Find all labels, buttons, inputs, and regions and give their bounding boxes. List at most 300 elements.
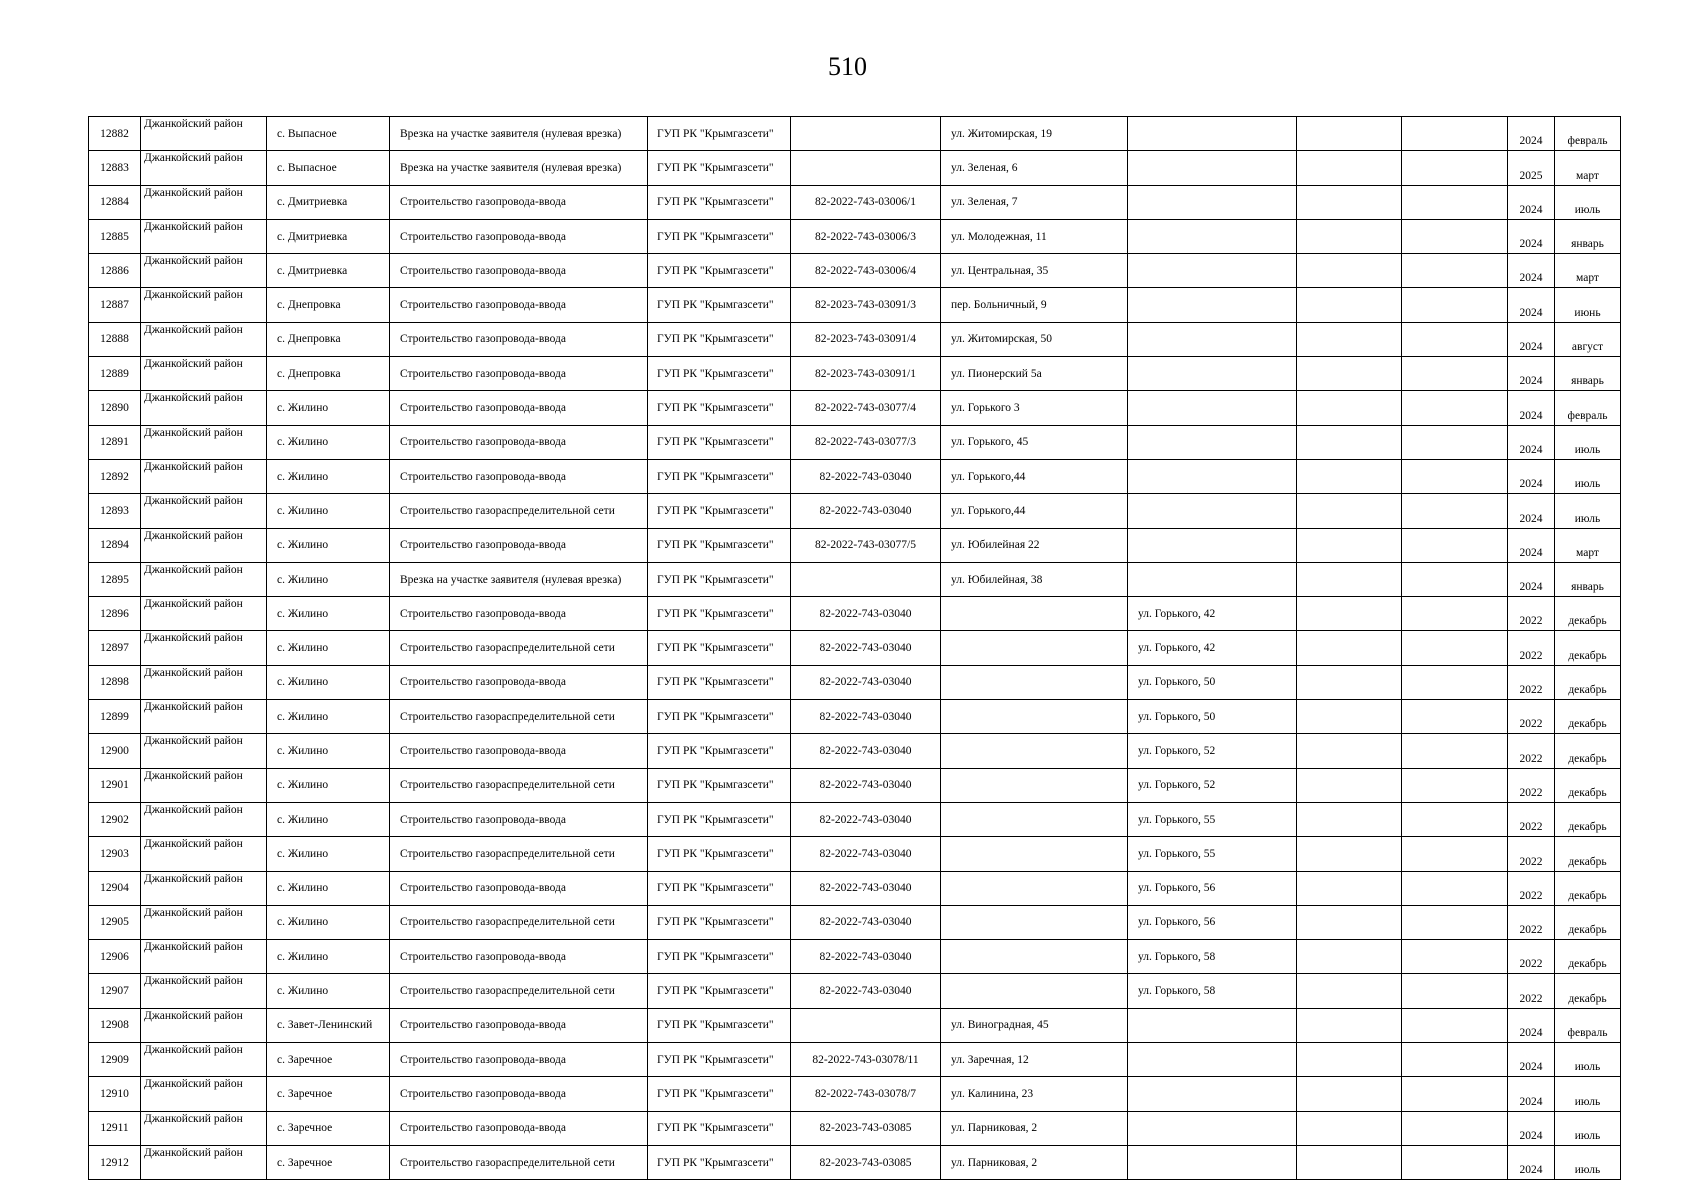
month-cell: июнь [1555,288,1621,322]
year-cell: 2024 [1508,391,1555,425]
month-cell: февраль [1555,1008,1621,1042]
work-type-cell: Строительство газораспределительной сети [390,837,648,871]
empty-cell [1402,528,1508,562]
table-row [89,562,1621,596]
table-row [89,905,1621,939]
gasification-register-table [88,116,1621,1180]
address-alt-cell [1128,185,1297,219]
address-cell [941,940,1128,974]
empty-cell [1402,631,1508,665]
address-cell [941,871,1128,905]
permit-number-cell: 82-2022-743-03040 [791,665,941,699]
table-row [89,768,1621,802]
district-cell: Джанкойский район [141,391,267,425]
address-alt-cell: ул. Горького, 58 [1128,974,1297,1008]
address-cell: ул. Парниковая, 2 [941,1145,1128,1179]
row-number: 12883 [89,151,141,185]
organization-cell: ГУП РК "Крымгазсети" [648,459,791,493]
month-cell: декабрь [1555,802,1621,836]
permit-number-cell: 82-2022-743-03040 [791,459,941,493]
empty-cell [1402,974,1508,1008]
organization-cell: ГУП РК "Крымгазсети" [648,254,791,288]
year-cell: 2024 [1508,1043,1555,1077]
organization-cell: ГУП РК "Крымгазсети" [648,494,791,528]
district-cell: Джанкойский район [141,185,267,219]
district-cell: Джанкойский район [141,219,267,253]
address-alt-cell [1128,459,1297,493]
settlement-cell: с. Жилино [267,837,390,871]
work-type-cell: Строительство газопровода-ввода [390,391,648,425]
table-row [89,1145,1621,1179]
empty-cell [1297,117,1402,151]
organization-cell: ГУП РК "Крымгазсети" [648,288,791,322]
row-number: 12907 [89,974,141,1008]
permit-number-cell: 82-2022-743-03077/3 [791,425,941,459]
work-type-cell: Врезка на участке заявителя (нулевая врезка) [390,117,648,151]
work-type-cell: Строительство газопровода-ввода [390,425,648,459]
address-alt-cell [1128,254,1297,288]
organization-cell: ГУП РК "Крымгазсети" [648,1077,791,1111]
table-row [89,1077,1621,1111]
permit-number-cell: 82-2022-743-03006/3 [791,219,941,253]
empty-cell [1402,494,1508,528]
settlement-cell: с. Днепровка [267,357,390,391]
work-type-cell: Строительство газопровода-ввода [390,1008,648,1042]
table-row [89,802,1621,836]
district-cell: Джанкойский район [141,1043,267,1077]
month-cell: декабрь [1555,940,1621,974]
year-cell: 2022 [1508,905,1555,939]
district-cell: Джанкойский район [141,117,267,151]
address-alt-cell: ул. Горького, 52 [1128,768,1297,802]
permit-number-cell: 82-2022-743-03040 [791,837,941,871]
month-cell: декабрь [1555,768,1621,802]
table-row [89,528,1621,562]
settlement-cell: с. Жилино [267,940,390,974]
empty-cell [1297,905,1402,939]
settlement-cell: с. Жилино [267,734,390,768]
table-row [89,631,1621,665]
settlement-cell: с. Заречное [267,1043,390,1077]
address-alt-cell [1128,288,1297,322]
address-cell: ул. Горького,44 [941,494,1128,528]
month-cell: март [1555,528,1621,562]
permit-number-cell [791,562,941,596]
organization-cell: ГУП РК "Крымгазсети" [648,665,791,699]
address-alt-cell [1128,117,1297,151]
address-cell [941,734,1128,768]
district-cell: Джанкойский район [141,528,267,562]
district-cell: Джанкойский район [141,837,267,871]
row-number: 12906 [89,940,141,974]
district-cell: Джанкойский район [141,871,267,905]
district-cell: Джанкойский район [141,1111,267,1145]
settlement-cell: с. Выпасное [267,151,390,185]
table-row [89,219,1621,253]
settlement-cell: с. Завет-Ленинский [267,1008,390,1042]
empty-cell [1402,151,1508,185]
work-type-cell: Строительство газораспределительной сети [390,700,648,734]
address-alt-cell: ул. Горького, 58 [1128,940,1297,974]
row-number: 12894 [89,528,141,562]
district-cell: Джанкойский район [141,1145,267,1179]
work-type-cell: Строительство газопровода-ввода [390,802,648,836]
organization-cell: ГУП РК "Крымгазсети" [648,391,791,425]
work-type-cell: Строительство газопровода-ввода [390,288,648,322]
permit-number-cell: 82-2023-743-03091/1 [791,357,941,391]
row-number: 12891 [89,425,141,459]
row-number: 12886 [89,254,141,288]
year-cell: 2024 [1508,425,1555,459]
address-cell: ул. Заречная, 12 [941,1043,1128,1077]
work-type-cell: Строительство газопровода-ввода [390,597,648,631]
address-alt-cell [1128,1111,1297,1145]
month-cell: июль [1555,185,1621,219]
organization-cell: ГУП РК "Крымгазсети" [648,802,791,836]
organization-cell: ГУП РК "Крымгазсети" [648,974,791,1008]
empty-cell [1402,905,1508,939]
address-alt-cell: ул. Горького, 56 [1128,905,1297,939]
table-row [89,254,1621,288]
month-cell: декабрь [1555,665,1621,699]
address-cell: ул. Житомирская, 19 [941,117,1128,151]
month-cell: декабрь [1555,734,1621,768]
empty-cell [1402,117,1508,151]
row-number: 12897 [89,631,141,665]
table-row [89,1043,1621,1077]
empty-cell [1402,597,1508,631]
settlement-cell: с. Заречное [267,1111,390,1145]
work-type-cell: Строительство газопровода-ввода [390,665,648,699]
address-cell: ул. Молодежная, 11 [941,219,1128,253]
table-row [89,185,1621,219]
month-cell: декабрь [1555,974,1621,1008]
address-cell: ул. Житомирская, 50 [941,322,1128,356]
empty-cell [1297,1111,1402,1145]
address-alt-cell [1128,1077,1297,1111]
settlement-cell: с. Жилино [267,631,390,665]
year-cell: 2024 [1508,288,1555,322]
month-cell: март [1555,254,1621,288]
year-cell: 2022 [1508,631,1555,665]
table-body [89,117,1621,1180]
empty-cell [1402,1145,1508,1179]
permit-number-cell: 82-2022-743-03040 [791,494,941,528]
address-alt-cell: ул. Горького, 50 [1128,700,1297,734]
empty-cell [1402,1043,1508,1077]
empty-cell [1297,459,1402,493]
permit-number-cell [791,151,941,185]
work-type-cell: Строительство газораспределительной сети [390,1145,648,1179]
work-type-cell: Строительство газопровода-ввода [390,254,648,288]
empty-cell [1297,219,1402,253]
permit-number-cell: 82-2022-743-03040 [791,700,941,734]
organization-cell: ГУП РК "Крымгазсети" [648,322,791,356]
row-number: 12898 [89,665,141,699]
year-cell: 2024 [1508,1008,1555,1042]
empty-cell [1402,219,1508,253]
row-number: 12908 [89,1008,141,1042]
year-cell: 2022 [1508,974,1555,1008]
year-cell: 2024 [1508,1077,1555,1111]
month-cell: январь [1555,357,1621,391]
address-alt-cell [1128,357,1297,391]
address-alt-cell [1128,528,1297,562]
work-type-cell: Строительство газопровода-ввода [390,940,648,974]
row-number: 12895 [89,562,141,596]
empty-cell [1402,802,1508,836]
table-row [89,700,1621,734]
table-row [89,117,1621,151]
organization-cell: ГУП РК "Крымгазсети" [648,700,791,734]
permit-number-cell: 82-2022-743-03040 [791,734,941,768]
year-cell: 2025 [1508,151,1555,185]
work-type-cell: Строительство газопровода-ввода [390,322,648,356]
empty-cell [1402,700,1508,734]
year-cell: 2022 [1508,597,1555,631]
empty-cell [1402,734,1508,768]
row-number: 12903 [89,837,141,871]
permit-number-cell: 82-2023-743-03085 [791,1145,941,1179]
empty-cell [1297,1145,1402,1179]
table-row [89,940,1621,974]
address-cell: ул. Пионерский 5а [941,357,1128,391]
empty-cell [1402,837,1508,871]
year-cell: 2024 [1508,459,1555,493]
month-cell: декабрь [1555,631,1621,665]
settlement-cell: с. Выпасное [267,117,390,151]
address-cell [941,905,1128,939]
work-type-cell: Строительство газораспределительной сети [390,768,648,802]
empty-cell [1402,357,1508,391]
work-type-cell: Строительство газораспределительной сети [390,494,648,528]
table-row [89,1111,1621,1145]
organization-cell: ГУП РК "Крымгазсети" [648,734,791,768]
permit-number-cell [791,1008,941,1042]
month-cell: декабрь [1555,905,1621,939]
district-cell: Джанкойский район [141,940,267,974]
address-cell: ул. Горького 3 [941,391,1128,425]
year-cell: 2022 [1508,768,1555,802]
district-cell: Джанкойский район [141,631,267,665]
year-cell: 2024 [1508,528,1555,562]
table-row [89,288,1621,322]
month-cell: февраль [1555,117,1621,151]
organization-cell: ГУП РК "Крымгазсети" [648,425,791,459]
work-type-cell: Врезка на участке заявителя (нулевая врезка) [390,151,648,185]
year-cell: 2024 [1508,494,1555,528]
address-alt-cell [1128,494,1297,528]
table-row [89,459,1621,493]
work-type-cell: Строительство газопровода-ввода [390,185,648,219]
month-cell: июль [1555,1077,1621,1111]
settlement-cell: с. Дмитриевка [267,254,390,288]
row-number: 12889 [89,357,141,391]
empty-cell [1402,322,1508,356]
year-cell: 2022 [1508,871,1555,905]
permit-number-cell: 82-2022-743-03077/5 [791,528,941,562]
empty-cell [1297,494,1402,528]
address-alt-cell [1128,1008,1297,1042]
work-type-cell: Строительство газопровода-ввода [390,528,648,562]
address-cell [941,974,1128,1008]
work-type-cell: Строительство газопровода-ввода [390,219,648,253]
row-number: 12893 [89,494,141,528]
settlement-cell: с. Жилино [267,768,390,802]
month-cell: июль [1555,459,1621,493]
address-alt-cell: ул. Горького, 56 [1128,871,1297,905]
settlement-cell: с. Дмитриевка [267,219,390,253]
settlement-cell: с. Жилино [267,391,390,425]
empty-cell [1297,871,1402,905]
settlement-cell: с. Жилино [267,974,390,1008]
row-number: 12899 [89,700,141,734]
empty-cell [1297,1077,1402,1111]
address-alt-cell [1128,1145,1297,1179]
district-cell: Джанкойский район [141,459,267,493]
address-alt-cell [1128,562,1297,596]
month-cell: июль [1555,1145,1621,1179]
month-cell: июль [1555,1111,1621,1145]
address-cell [941,597,1128,631]
empty-cell [1297,597,1402,631]
organization-cell: ГУП РК "Крымгазсети" [648,631,791,665]
empty-cell [1297,254,1402,288]
address-cell [941,700,1128,734]
permit-number-cell: 82-2022-743-03040 [791,597,941,631]
address-cell [941,665,1128,699]
settlement-cell: с. Жилино [267,905,390,939]
address-cell: ул. Центральная, 35 [941,254,1128,288]
year-cell: 2022 [1508,940,1555,974]
district-cell: Джанкойский район [141,974,267,1008]
row-number: 12884 [89,185,141,219]
settlement-cell: с. Жилино [267,562,390,596]
work-type-cell: Строительство газопровода-ввода [390,1111,648,1145]
address-cell: ул. Горького, 45 [941,425,1128,459]
permit-number-cell: 82-2022-743-03040 [791,802,941,836]
row-number: 12882 [89,117,141,151]
table-row [89,837,1621,871]
month-cell: декабрь [1555,597,1621,631]
district-cell: Джанкойский район [141,700,267,734]
year-cell: 2024 [1508,219,1555,253]
month-cell: февраль [1555,391,1621,425]
empty-cell [1297,837,1402,871]
row-number: 12910 [89,1077,141,1111]
permit-number-cell: 82-2022-743-03006/4 [791,254,941,288]
work-type-cell: Строительство газопровода-ввода [390,871,648,905]
empty-cell [1402,459,1508,493]
row-number: 12904 [89,871,141,905]
organization-cell: ГУП РК "Крымгазсети" [648,562,791,596]
year-cell: 2022 [1508,802,1555,836]
permit-number-cell: 82-2022-743-03040 [791,905,941,939]
permit-number-cell: 82-2023-743-03085 [791,1111,941,1145]
row-number: 12892 [89,459,141,493]
empty-cell [1402,391,1508,425]
month-cell: декабрь [1555,837,1621,871]
organization-cell: ГУП РК "Крымгазсети" [648,357,791,391]
organization-cell: ГУП РК "Крымгазсети" [648,219,791,253]
organization-cell: ГУП РК "Крымгазсети" [648,940,791,974]
district-cell: Джанкойский район [141,905,267,939]
year-cell: 2024 [1508,562,1555,596]
month-cell: январь [1555,219,1621,253]
permit-number-cell: 82-2022-743-03040 [791,871,941,905]
permit-number-cell: 82-2022-743-03077/4 [791,391,941,425]
address-cell [941,631,1128,665]
organization-cell: ГУП РК "Крымгазсети" [648,768,791,802]
permit-number-cell: 82-2022-743-03040 [791,940,941,974]
organization-cell: ГУП РК "Крымгазсети" [648,871,791,905]
work-type-cell: Строительство газораспределительной сети [390,905,648,939]
empty-cell [1297,940,1402,974]
settlement-cell: с. Днепровка [267,322,390,356]
year-cell: 2024 [1508,357,1555,391]
settlement-cell: с. Жилино [267,425,390,459]
empty-cell [1297,734,1402,768]
month-cell: июль [1555,425,1621,459]
address-cell: ул. Парниковая, 2 [941,1111,1128,1145]
month-cell: декабрь [1555,871,1621,905]
address-cell: ул. Горького,44 [941,459,1128,493]
settlement-cell: с. Жилино [267,459,390,493]
table-row [89,974,1621,1008]
row-number: 12900 [89,734,141,768]
settlement-cell: с. Заречное [267,1145,390,1179]
empty-cell [1297,151,1402,185]
year-cell: 2022 [1508,734,1555,768]
address-alt-cell: ул. Горького, 52 [1128,734,1297,768]
address-alt-cell: ул. Горького, 50 [1128,665,1297,699]
row-number: 12905 [89,905,141,939]
district-cell: Джанкойский район [141,734,267,768]
settlement-cell: с. Заречное [267,1077,390,1111]
year-cell: 2024 [1508,254,1555,288]
table-row [89,665,1621,699]
work-type-cell: Строительство газопровода-ввода [390,1077,648,1111]
district-cell: Джанкойский район [141,425,267,459]
empty-cell [1297,562,1402,596]
address-cell [941,837,1128,871]
district-cell: Джанкойский район [141,1008,267,1042]
empty-cell [1297,425,1402,459]
month-cell: март [1555,151,1621,185]
district-cell: Джанкойский район [141,494,267,528]
work-type-cell: Строительство газопровода-ввода [390,459,648,493]
row-number: 12888 [89,322,141,356]
month-cell: август [1555,322,1621,356]
settlement-cell: с. Днепровка [267,288,390,322]
address-cell: ул. Юбилейная, 38 [941,562,1128,596]
empty-cell [1297,1043,1402,1077]
empty-cell [1297,1008,1402,1042]
organization-cell: ГУП РК "Крымгазсети" [648,528,791,562]
empty-cell [1297,185,1402,219]
address-alt-cell: ул. Горького, 42 [1128,597,1297,631]
work-type-cell: Строительство газопровода-ввода [390,357,648,391]
year-cell: 2024 [1508,1145,1555,1179]
organization-cell: ГУП РК "Крымгазсети" [648,905,791,939]
month-cell: декабрь [1555,700,1621,734]
address-alt-cell [1128,425,1297,459]
district-cell: Джанкойский район [141,802,267,836]
settlement-cell: с. Жилино [267,802,390,836]
empty-cell [1297,665,1402,699]
work-type-cell: Строительство газопровода-ввода [390,734,648,768]
year-cell: 2024 [1508,1111,1555,1145]
